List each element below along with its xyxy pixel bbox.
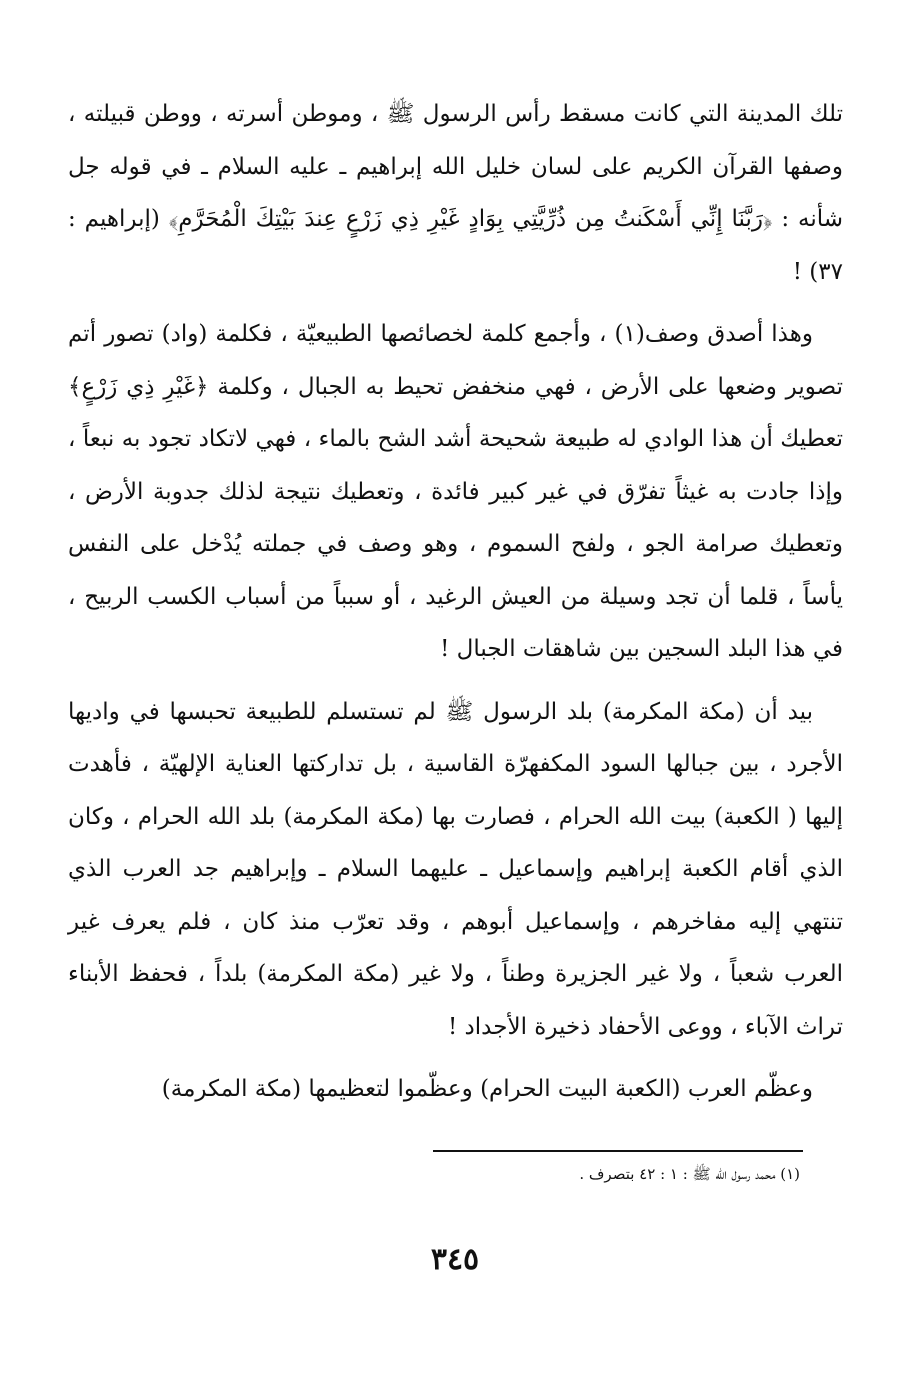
paragraph-3-text: بيد أن (مكة المكرمة) بلد الرسول ﷺ لم تستسلم للطبيعة تحبسها في واديها الأجرد ، بين جبالها السود المكفهرّة القاسية ، بل تداركتها العناية الإلهيّة ، فأهدت إليها ( الكعبة) بيت الله الحرام ، فصارت بها (مكة المكرمة) بلد الله الحرام ، وكان الذي أقام الكعبة إبراهيم وإسماعيل ـ عليهما السلام ـ وإبراهيم جد العرب الذي تنتهي إليه مفاخرهم ، وإسماعيل أبوهم ، وقد تعرّب منذ كان ، فلم يعرف غير العرب شعباً ، ولا غير الجزيرة وطناً ، ولا غير (مكة المكرمة) بلداً ، فحفظ الأبناء تراث الآباء ، ووعى الأحفاد ذخيرة الأجداد ! xyxy=(68,698,843,1040)
paragraph-4-text: وعظّم العرب (الكعبة البيت الحرام) وعظّموا لتعظيمها (مكة المكرمة) xyxy=(161,1076,813,1102)
paragraph-3 xyxy=(68,686,843,1054)
paragraph-2-text: وهذا أصدق وصف(١) ، وأجمع كلمة لخصائصها الطبيعيّة ، فكلمة (واد) تصور أتم تصوير وضعها على الأرض ، فهي منخفض تحيط به الجبال ، وكلمة ﴿غَيْرِ ذِي زَرْعٍ﴾ تعطيك أن هذا الوادي له طبيعة شحيحة أشد الشح بالماء ، فهي لاتكاد تجود به نبعاً ، وإذا جادت به غيثاً تفرّق في غير كبير فائدة ، وتعطيك نتيجة لذلك جدوبة الأرض ، وتعطيك صرامة الجو ، ولفح السموم ، وهو وصف في جملته يُدْخل على النفس يأساً ، قلما أن تجد وسيلة من العيش الرغيد ، أو سبباً من أسباب الكسب الربيح ، في هذا البلد السجين بين شاهقات الجبال ! xyxy=(68,321,843,662)
page-body xyxy=(68,88,843,1116)
paragraph-2 xyxy=(68,308,843,676)
paragraph-4 xyxy=(68,1063,843,1116)
page-number: ٣٤٥ xyxy=(430,1242,480,1277)
footnote: (١) محمد رسول الله ﷺ : ١ : ٤٢ بتصرف . xyxy=(579,1165,800,1183)
footnote-separator xyxy=(433,1150,803,1152)
paragraph-1: تلك المدينة التي كانت مسقط رأس الرسول ﷺ ، وموطن أسرته ، ووطن قبيلته ، وصفها القرآن الكريم على لسان خليل الله إبراهيم ـ عليه السلام ـ في قوله جل شأنه : ﴿رَبَّنَا إِنِّي أَسْكَنتُ مِن ذُرِّيَّتِي بِوَادٍ غَيْرِ ذِي زَرْعٍ عِندَ بَيْتِكَ الْمُحَرَّمِ﴾ (إبراهيم : ٣٧) ! xyxy=(68,101,843,285)
